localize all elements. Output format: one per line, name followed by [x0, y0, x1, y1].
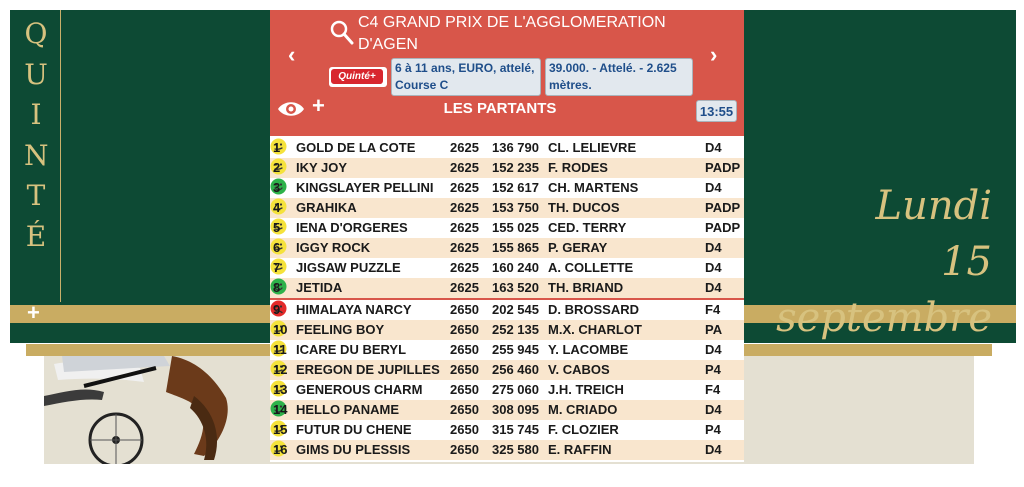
race-title: C4 GRAND PRIX DE L'AGGLOMERATION D'AGEN	[358, 14, 666, 53]
runner-name: HELLO PANAME	[296, 402, 400, 417]
runner-number: 5	[273, 220, 281, 235]
runner-earnings: 255 945	[492, 342, 539, 357]
runner-row[interactable]	[270, 360, 744, 380]
runner-earnings: 152 235	[492, 160, 539, 175]
runner-name: JIGSAW PUZZLE	[296, 260, 401, 275]
runner-number: 10	[273, 322, 288, 337]
runner-name: GRAHIKA	[296, 200, 357, 215]
title-letter: T	[26, 179, 46, 212]
runner-name: FUTUR DU CHENE	[296, 422, 412, 437]
runner-row[interactable]	[270, 238, 744, 258]
runner-number: 4	[273, 200, 281, 215]
runner-number: 8	[273, 280, 281, 295]
runner-driver: A. COLLETTE	[548, 260, 634, 275]
runner-driver: V. CABOS	[548, 362, 610, 377]
race-app-panel	[270, 10, 744, 462]
runner-distance: 2650	[450, 322, 479, 337]
runner-name: HIMALAYA NARCY	[296, 302, 412, 317]
runner-number: 9	[273, 302, 281, 317]
runner-row[interactable]	[270, 178, 744, 198]
runner-earnings: 275 060	[492, 382, 539, 397]
quinte-logo-text: Quinté+	[331, 69, 383, 84]
runner-name: GENEROUS CHARM	[296, 382, 423, 397]
race-prize-box: 39.000. - Attelé. - 2.625 mètres.	[545, 58, 693, 96]
section-title: LES PARTANTS	[443, 100, 557, 117]
runner-name: GIMS DU PLESSIS	[296, 442, 411, 457]
runner-name: IENA D'ORGERES	[296, 220, 408, 235]
runner-number: 13	[273, 382, 288, 397]
runner-shoe-tag: D4	[705, 140, 722, 155]
add-icon[interactable]: +	[312, 93, 325, 118]
runner-row[interactable]	[270, 420, 744, 440]
runner-driver: CL. LELIEVRE	[548, 140, 637, 155]
runner-driver: J.H. TREICH	[548, 382, 624, 397]
runner-name: IKY JOY	[296, 160, 348, 175]
title-letter: Q	[24, 17, 48, 50]
runner-distance: 2625	[450, 140, 479, 155]
runner-shoe-tag: P4	[705, 362, 721, 377]
runner-driver: E. RAFFIN	[548, 442, 612, 457]
day-date: 15 septembre	[776, 239, 992, 341]
runner-number: 1	[273, 140, 281, 155]
brand-plus-sign: +	[27, 300, 40, 325]
runner-shoe-tag: F4	[705, 382, 721, 397]
runner-shoe-tag: D4	[705, 260, 722, 275]
runner-number: 14	[273, 402, 288, 417]
runner-number: 6	[273, 240, 281, 255]
runner-number: 11	[273, 342, 287, 357]
title-letter: U	[24, 57, 48, 91]
runner-earnings: 308 095	[492, 402, 539, 417]
runner-driver: CH. MARTENS	[548, 180, 639, 195]
runner-distance: 2625	[450, 260, 479, 275]
title-letter: N	[24, 138, 49, 172]
runner-distance: 2650	[450, 302, 479, 317]
prev-race-arrow[interactable]: ‹	[288, 42, 296, 67]
next-race-arrow[interactable]: ›	[710, 42, 718, 67]
runner-name: EREGON DE JUPILLES	[296, 362, 440, 377]
runner-distance: 2650	[450, 442, 479, 457]
race-conditions-box: 6 à 11 ans, EURO, attelé, Course C	[391, 58, 541, 96]
runner-driver: M.X. CHARLOT	[548, 322, 642, 337]
runner-earnings: 252 135	[492, 322, 539, 337]
gold-divider-line	[60, 10, 61, 302]
runner-distance: 2625	[450, 220, 479, 235]
runner-name: FEELING BOY	[296, 322, 385, 337]
race-time-badge: 13:55	[696, 100, 737, 122]
runner-row[interactable]	[270, 278, 744, 298]
runner-distance: 2650	[450, 422, 479, 437]
runner-earnings: 136 790	[492, 140, 539, 155]
runner-shoe-tag: D4	[705, 442, 722, 457]
runner-distance: 2625	[450, 160, 479, 175]
eye-icon[interactable]	[276, 98, 306, 120]
runner-name: ICARE DU BERYL	[296, 342, 407, 357]
runner-earnings: 315 745	[492, 422, 539, 437]
runners-table	[270, 138, 744, 460]
runner-name: IGGY ROCK	[296, 240, 371, 255]
runner-row[interactable]	[270, 340, 744, 360]
race-header	[270, 10, 744, 136]
runner-driver: F. CLOZIER	[548, 422, 619, 437]
runner-row[interactable]	[270, 380, 744, 400]
runner-shoe-tag: D4	[705, 402, 722, 417]
runner-earnings: 163 520	[492, 280, 539, 295]
runner-shoe-tag: PADP	[705, 200, 741, 215]
runner-number: 2	[273, 160, 281, 175]
runner-row[interactable]	[270, 198, 744, 218]
runner-driver: TH. BRIAND	[548, 280, 624, 295]
runner-shoe-tag: D4	[705, 280, 722, 295]
quinte-plus-logo	[329, 67, 387, 87]
runner-driver: M. CRIADO	[548, 402, 618, 417]
runner-earnings: 153 750	[492, 200, 539, 215]
runner-earnings: 202 545	[492, 302, 539, 317]
runner-earnings: 152 617	[492, 180, 539, 195]
runner-earnings: 325 580	[492, 442, 539, 457]
runner-row[interactable]	[270, 158, 744, 178]
runner-row[interactable]	[270, 298, 744, 320]
runner-row[interactable]	[270, 400, 744, 420]
runner-earnings: 155 865	[492, 240, 539, 255]
runner-distance: 2650	[450, 402, 479, 417]
search-icon[interactable]	[330, 20, 354, 46]
runner-number: 15	[273, 422, 288, 437]
harness-horse-illustration	[44, 356, 244, 464]
runner-number: 3	[273, 180, 281, 195]
runner-shoe-tag: PADP	[705, 220, 741, 235]
runner-row[interactable]	[270, 440, 744, 460]
runner-shoe-tag: PADP	[705, 160, 741, 175]
runner-shoe-tag: PA	[705, 322, 723, 337]
runner-driver: P. GERAY	[548, 240, 608, 255]
runner-name: KINGSLAYER PELLINI	[296, 180, 434, 195]
race-date	[760, 178, 992, 346]
day-name: Lundi	[875, 183, 992, 229]
runner-distance: 2625	[450, 240, 479, 255]
runner-earnings: 155 025	[492, 220, 539, 235]
runner-row[interactable]	[270, 258, 744, 278]
title-letter: I	[30, 98, 42, 131]
runner-shoe-tag: P4	[705, 422, 721, 437]
runner-distance: 2650	[450, 342, 479, 357]
runner-shoe-tag: F4	[705, 302, 721, 317]
runner-row[interactable]	[270, 320, 744, 340]
runner-name: GOLD DE LA COTE	[296, 140, 416, 155]
quinte-vertical-title	[24, 14, 48, 257]
runner-row[interactable]	[270, 138, 744, 158]
runner-distance: 2625	[450, 180, 479, 195]
runner-number: 12	[273, 362, 288, 377]
runner-driver: TH. DUCOS	[548, 200, 620, 215]
runner-driver: Y. LACOMBE	[548, 342, 629, 357]
runner-driver: F. RODES	[548, 160, 608, 175]
runner-shoe-tag: D4	[705, 342, 722, 357]
runner-number: 7	[273, 260, 281, 275]
title-letter: É	[25, 219, 47, 253]
runner-driver: CED. TERRY	[548, 220, 627, 235]
runner-earnings: 160 240	[492, 260, 539, 275]
runner-shoe-tag: D4	[705, 180, 722, 195]
runner-shoe-tag: D4	[705, 240, 722, 255]
runner-distance: 2650	[450, 362, 479, 377]
runner-name: JETIDA	[296, 280, 343, 295]
runner-distance: 2625	[450, 200, 479, 215]
runner-distance: 2650	[450, 382, 479, 397]
runner-row[interactable]	[270, 218, 744, 238]
runner-distance: 2625	[450, 280, 479, 295]
runner-earnings: 256 460	[492, 362, 539, 377]
runner-number: 16	[273, 442, 288, 457]
runner-driver: D. BROSSARD	[548, 302, 640, 317]
